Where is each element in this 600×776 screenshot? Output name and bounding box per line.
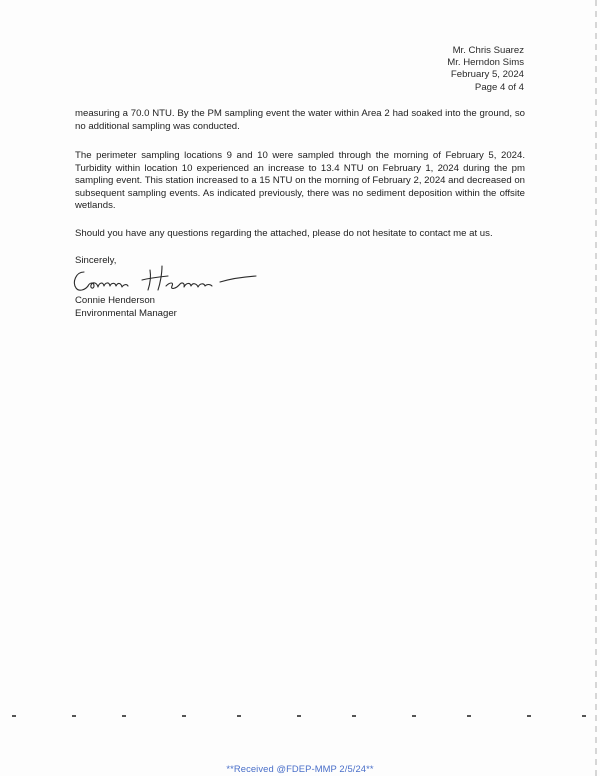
scan-mark <box>72 715 76 717</box>
letter-date: February 5, 2024 <box>450 69 524 81</box>
handwritten-signature <box>70 262 270 296</box>
page-number: Page 4 of 4 <box>474 81 524 93</box>
scan-mark <box>582 715 586 717</box>
scan-mark <box>12 715 16 717</box>
recipient-header <box>447 45 524 94</box>
signer-name: Connie Henderson <box>75 295 156 306</box>
recipient-line-2: Mr. Herndon Sims <box>447 57 524 69</box>
body-paragraph-1: measuring a 70.0 NTU. By the PM sampling event the water within Area 2 had soaked into the ground, so no additional sampling was conducted. <box>75 108 525 132</box>
body-paragraph-2: The perimeter sampling locations 9 and 10 were sampled through the morning of February 5, 2024. Turbidity within location 10 experienced an increase to 13.4 NTU on February 1, 2024 during the pm sampling event. This station increased to a 15 NTU on the morning of February 2, 2024 and decreased on subsequent sampling events. As indicated previously, there was no sediment deposition within the offsite wetlands. <box>75 150 525 212</box>
scan-mark <box>527 715 531 717</box>
scan-mark <box>467 715 471 717</box>
scan-mark <box>297 715 301 717</box>
scan-mark <box>352 715 356 717</box>
received-stamp: **Received @FDEP-MMP 2/5/24** <box>226 763 374 774</box>
signer-title: Environmental Manager <box>75 308 177 319</box>
scan-mark <box>412 715 416 717</box>
body-paragraph-3: Should you have any questions regarding the attached, please do not hesitate to contact me at us. <box>75 228 493 239</box>
scan-mark <box>122 715 126 717</box>
scan-mark <box>237 715 241 717</box>
closing-salutation: Sincerely, <box>75 255 117 266</box>
scan-edge-artifact <box>595 0 597 776</box>
recipient-line-1: Mr. Chris Suarez <box>452 45 524 56</box>
scan-mark <box>182 715 186 717</box>
